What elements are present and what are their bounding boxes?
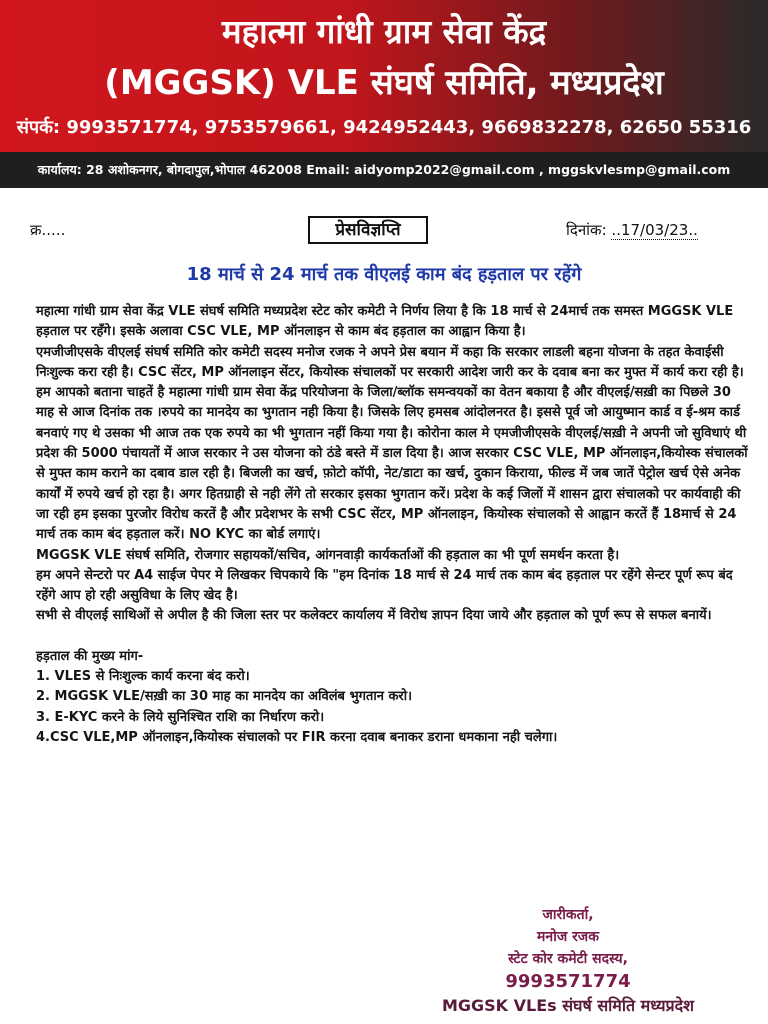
demand-item: 2. MGGSK VLE/सख़ी का 30 माह का मानदेय का अविलंब भुगतान करो। bbox=[36, 689, 413, 705]
paragraph-support: MGGSK VLE संघर्ष समिति, रोजगार सहायकों/सचिव, आंगनवाड़ी कार्यकर्ताओं की हड़ताल का भी पूर्ण समर्थन करता है। bbox=[36, 547, 620, 563]
issuer-organization: MGGSK VLEs संघर्ष समिति मध्यप्रदेश bbox=[441, 996, 695, 1015]
paragraph-decision: महात्मा गांधी ग्राम सेवा केंद्र VLE संघर्ष समिति मध्यप्रदेश स्टेट कोर कमेटी ने निर्णय लिया है कि 18 मार्च से 24मार्च तक समस्त MGGSK VLE हड़ताल पर रहँगे। इसके अलावा CSC VLE, MP ऑनलाइन से काम बंद हड़ताल का आह्वान किया है। bbox=[36, 304, 734, 340]
press-body bbox=[36, 302, 750, 748]
office-address: कार्यालय: 28 अशोकनगर, बोगदापुल,भोपाल 462008 Email: aidyomp2022@gmail.com , mggskvlesmp@gmail.com bbox=[0, 152, 768, 188]
org-name-line2: (MGGSK) VLE संघर्ष समिति, मध्यप्रदेश bbox=[104, 63, 664, 103]
paragraph-appeal: सभी से वीएलई साथिओं से अपील है की जिला स्तर पर कलेक्टर कार्यालय में विरोध ज्ञापन दिया जाये और हड़ताल को पूर्ण रूप से सफल बनायें। bbox=[36, 608, 712, 624]
headline: 18 मार्च से 24 मार्च तक वीएलई काम बंद हड़ताल पर रहेंगे bbox=[186, 264, 582, 285]
date bbox=[566, 220, 698, 240]
press-release-title: प्रेसविज्ञप्ति bbox=[308, 216, 428, 244]
issuer-phone: 9993571774 bbox=[505, 971, 631, 992]
date-value: ..17/03/23.. bbox=[611, 221, 698, 239]
demands-title: हड़ताल की मुख्य मांग- bbox=[36, 648, 144, 664]
document-meta bbox=[0, 216, 768, 246]
contact-numbers: संपर्क: 9993571774, 9753579661, 9424952443, 9669832278, 62650 55316 bbox=[16, 117, 752, 138]
org-name-line1: महात्मा गांधी ग्राम सेवा केंद्र bbox=[221, 12, 547, 51]
demand-item: 3. E-KYC करने के लिये सुनिश्चित राशि का निर्धारण करो। bbox=[36, 709, 325, 725]
spacer bbox=[36, 627, 750, 647]
demand-item: 4.CSC VLE,MP ऑनलाइन,कियोस्क संचालको पर FIR करना दवाब बनाकर डराना धमकाना नही चलेगा। bbox=[36, 729, 558, 745]
reference-number: क्र..... bbox=[30, 221, 66, 239]
issuer-label: जारीकर्ता, bbox=[542, 907, 594, 923]
demand-item: 1. VLES से निःशुल्क कार्य करना बंद करो। bbox=[36, 669, 250, 685]
paragraph-notice: हम अपने सेन्टरो पर A4 साईज पेपर मे लिखकर चिपकाये कि "हम दिनांक 18 मार्च से 24 मार्च तक काम बंद हड़ताल पर रहेंगे सेन्टर पूर्ण रूप बंद रहेंगे आप हो रही असुविधा के लिए खेद है। bbox=[36, 567, 733, 604]
paragraph-statement: एमजीजीएसके वीएलई संघर्ष समिति कोर कमेटी सदस्य मनोज रजक ने अपने प्रेस बयान में कहा कि सरकार लाडली बहना योजना के तहत केवाईसी निःशुल्क करा रही है। CSC सेंटर, MP ऑनलाइन सेंटर, कियोस्क संचालकों पर सरकारी आदेश जारी कर के दवाब बना कर मुफ्त में कार्य करा रही है। हम आपको बताना चाहतें है महात्मा गांधी ग्राम सेवा केंद्र परियोजना के जिला/ब्लॉक समन्वयकों का वेतन बकाया है और वीएलई/सख़ी का पिछले 30 माह से आज दिनांक तक ।रुपये का मानदेय का भुगतान नही किया है। जिसके लिए हमसब आंदोलनरत है। इससे पूर्व जो आयुष्मान कार्ड व ई-श्रम कार्ड बनवाएं गए थे उसका भी आज तक एक रुपये का भी भुगतान नहीं किया गया है। कोरोना काल मे एमजीजीएसके वीएलई/सख़ी ने अपनी जो सुविधाएं थी प्रदेश की 5000 पंचायतों में आज सरकार ने उस योजना को ठंडे बस्ते में डाल दिया है। आज सरकार CSC VLE, MP ऑनलाइन,कियोस्क संचालकों से मुफ्त काम कराने का दबाव डाल रही है। बिजली का खर्च, फ़ोटो कॉपी, नेट/डाटा का खर्च, दुकान किराया, फील्ड में जब जातें पेट्रोल खर्च ऐसे अनेक कार्यों में रुपये खर्च हो रहा है। अगर हितग्राही से नही लेंगे तो सरकार इसका भुगतान करें। प्रदेश के कई जिलों में शासन द्वारा संचालको पर कार्यवाही की जा रही हम इसका पुरजोर विरोध करतें है और प्रदेशभर के सभी CSC सेंटर, MP ऑनलाइन, कियोस्क संचालको से आह्वान करतें हैं 18मार्च से 24 मार्च तक काम बंद हड़ताल करें। NO KYC का बोर्ड लगाएं। bbox=[36, 344, 748, 543]
issuer-role: स्टेट कोर कमेटी सदस्य, bbox=[508, 951, 628, 967]
letterhead bbox=[0, 0, 768, 152]
signature-block bbox=[408, 904, 728, 1018]
date-label: दिनांक: bbox=[566, 221, 607, 239]
issuer-name: मनोज रजक bbox=[537, 929, 599, 945]
